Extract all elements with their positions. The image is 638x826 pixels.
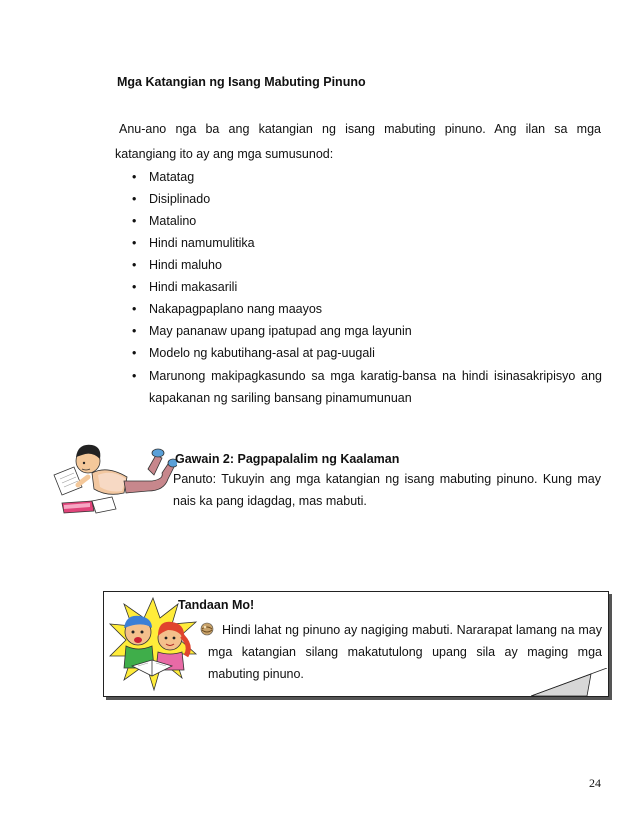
list-item <box>132 365 602 409</box>
gawain-instructions <box>173 468 601 512</box>
list-item-text: Matatag <box>149 170 195 184</box>
list-item-text-line-1: Marunong makipagkasundo sa mga karatig-bansa na hindi isinasakripisyo ang <box>149 369 602 383</box>
bullet-dot: • <box>132 280 137 294</box>
list-item-text-line-2: kapakanan ng sariling bansang pinamumunuan <box>149 391 412 405</box>
bullet-dot: • <box>132 170 137 184</box>
gawain-line-1: Panuto: Tukuyin ang mga katangian ng isang mabuting pinuno. Kung may <box>173 472 601 486</box>
list-item-text: Modelo ng kabutihang-asal at pag-uugali <box>149 346 375 360</box>
list-item-text: Hindi makasarili <box>149 280 238 294</box>
gawain-title: Gawain 2: Pagpapalalim ng Kaalaman <box>175 452 400 466</box>
bullet-dot: • <box>132 236 137 250</box>
list-item-text: Disiplinado <box>149 192 211 206</box>
page-number: 24 <box>589 776 601 790</box>
intro-line-2: katangiang ito ay ang mga sumusunod: <box>115 147 334 161</box>
intro-line-1: Anu-ano nga ba ang katangian ng isang mabuting pinuno. Ang ilan sa mga <box>119 122 601 136</box>
reading-boy-clipart-icon <box>52 425 177 517</box>
list-item-text: Hindi maluho <box>149 258 222 272</box>
section-heading: Mga Katangian ng Isang Mabuting Pinuno <box>117 75 366 89</box>
bullet-dot: • <box>132 258 137 272</box>
list-item-text: Nakapagpaplano nang maayos <box>149 302 323 316</box>
bullet-dot: • <box>132 369 137 383</box>
note-line-2: mga katangian silang makatutulong upang sila ay maging mga <box>208 645 602 659</box>
gawain-line-2: nais ka pang idagdag, mas mabuti. <box>173 494 367 508</box>
list-item-text: May pananaw upang ipatupad ang mga layunin <box>149 324 412 338</box>
bullet-dot: • <box>132 192 137 206</box>
note-title: Tandaan Mo! <box>178 598 255 612</box>
bullet-dot: • <box>132 346 137 360</box>
note-text <box>208 619 602 685</box>
list-item-text: Hindi namumulitika <box>149 236 255 250</box>
bullet-dot: • <box>132 214 137 228</box>
note-line-3: mabuting pinuno. <box>208 667 304 681</box>
note-line-1: Hindi lahat ng pinuno ay nagiging mabuti. Nararapat lamang na may <box>222 623 602 637</box>
list-item-text: Matalino <box>149 214 197 228</box>
bullet-dot: • <box>132 302 137 316</box>
bullet-dot: • <box>132 324 137 338</box>
list-item-text <box>149 365 602 409</box>
intro-paragraph <box>117 117 601 167</box>
